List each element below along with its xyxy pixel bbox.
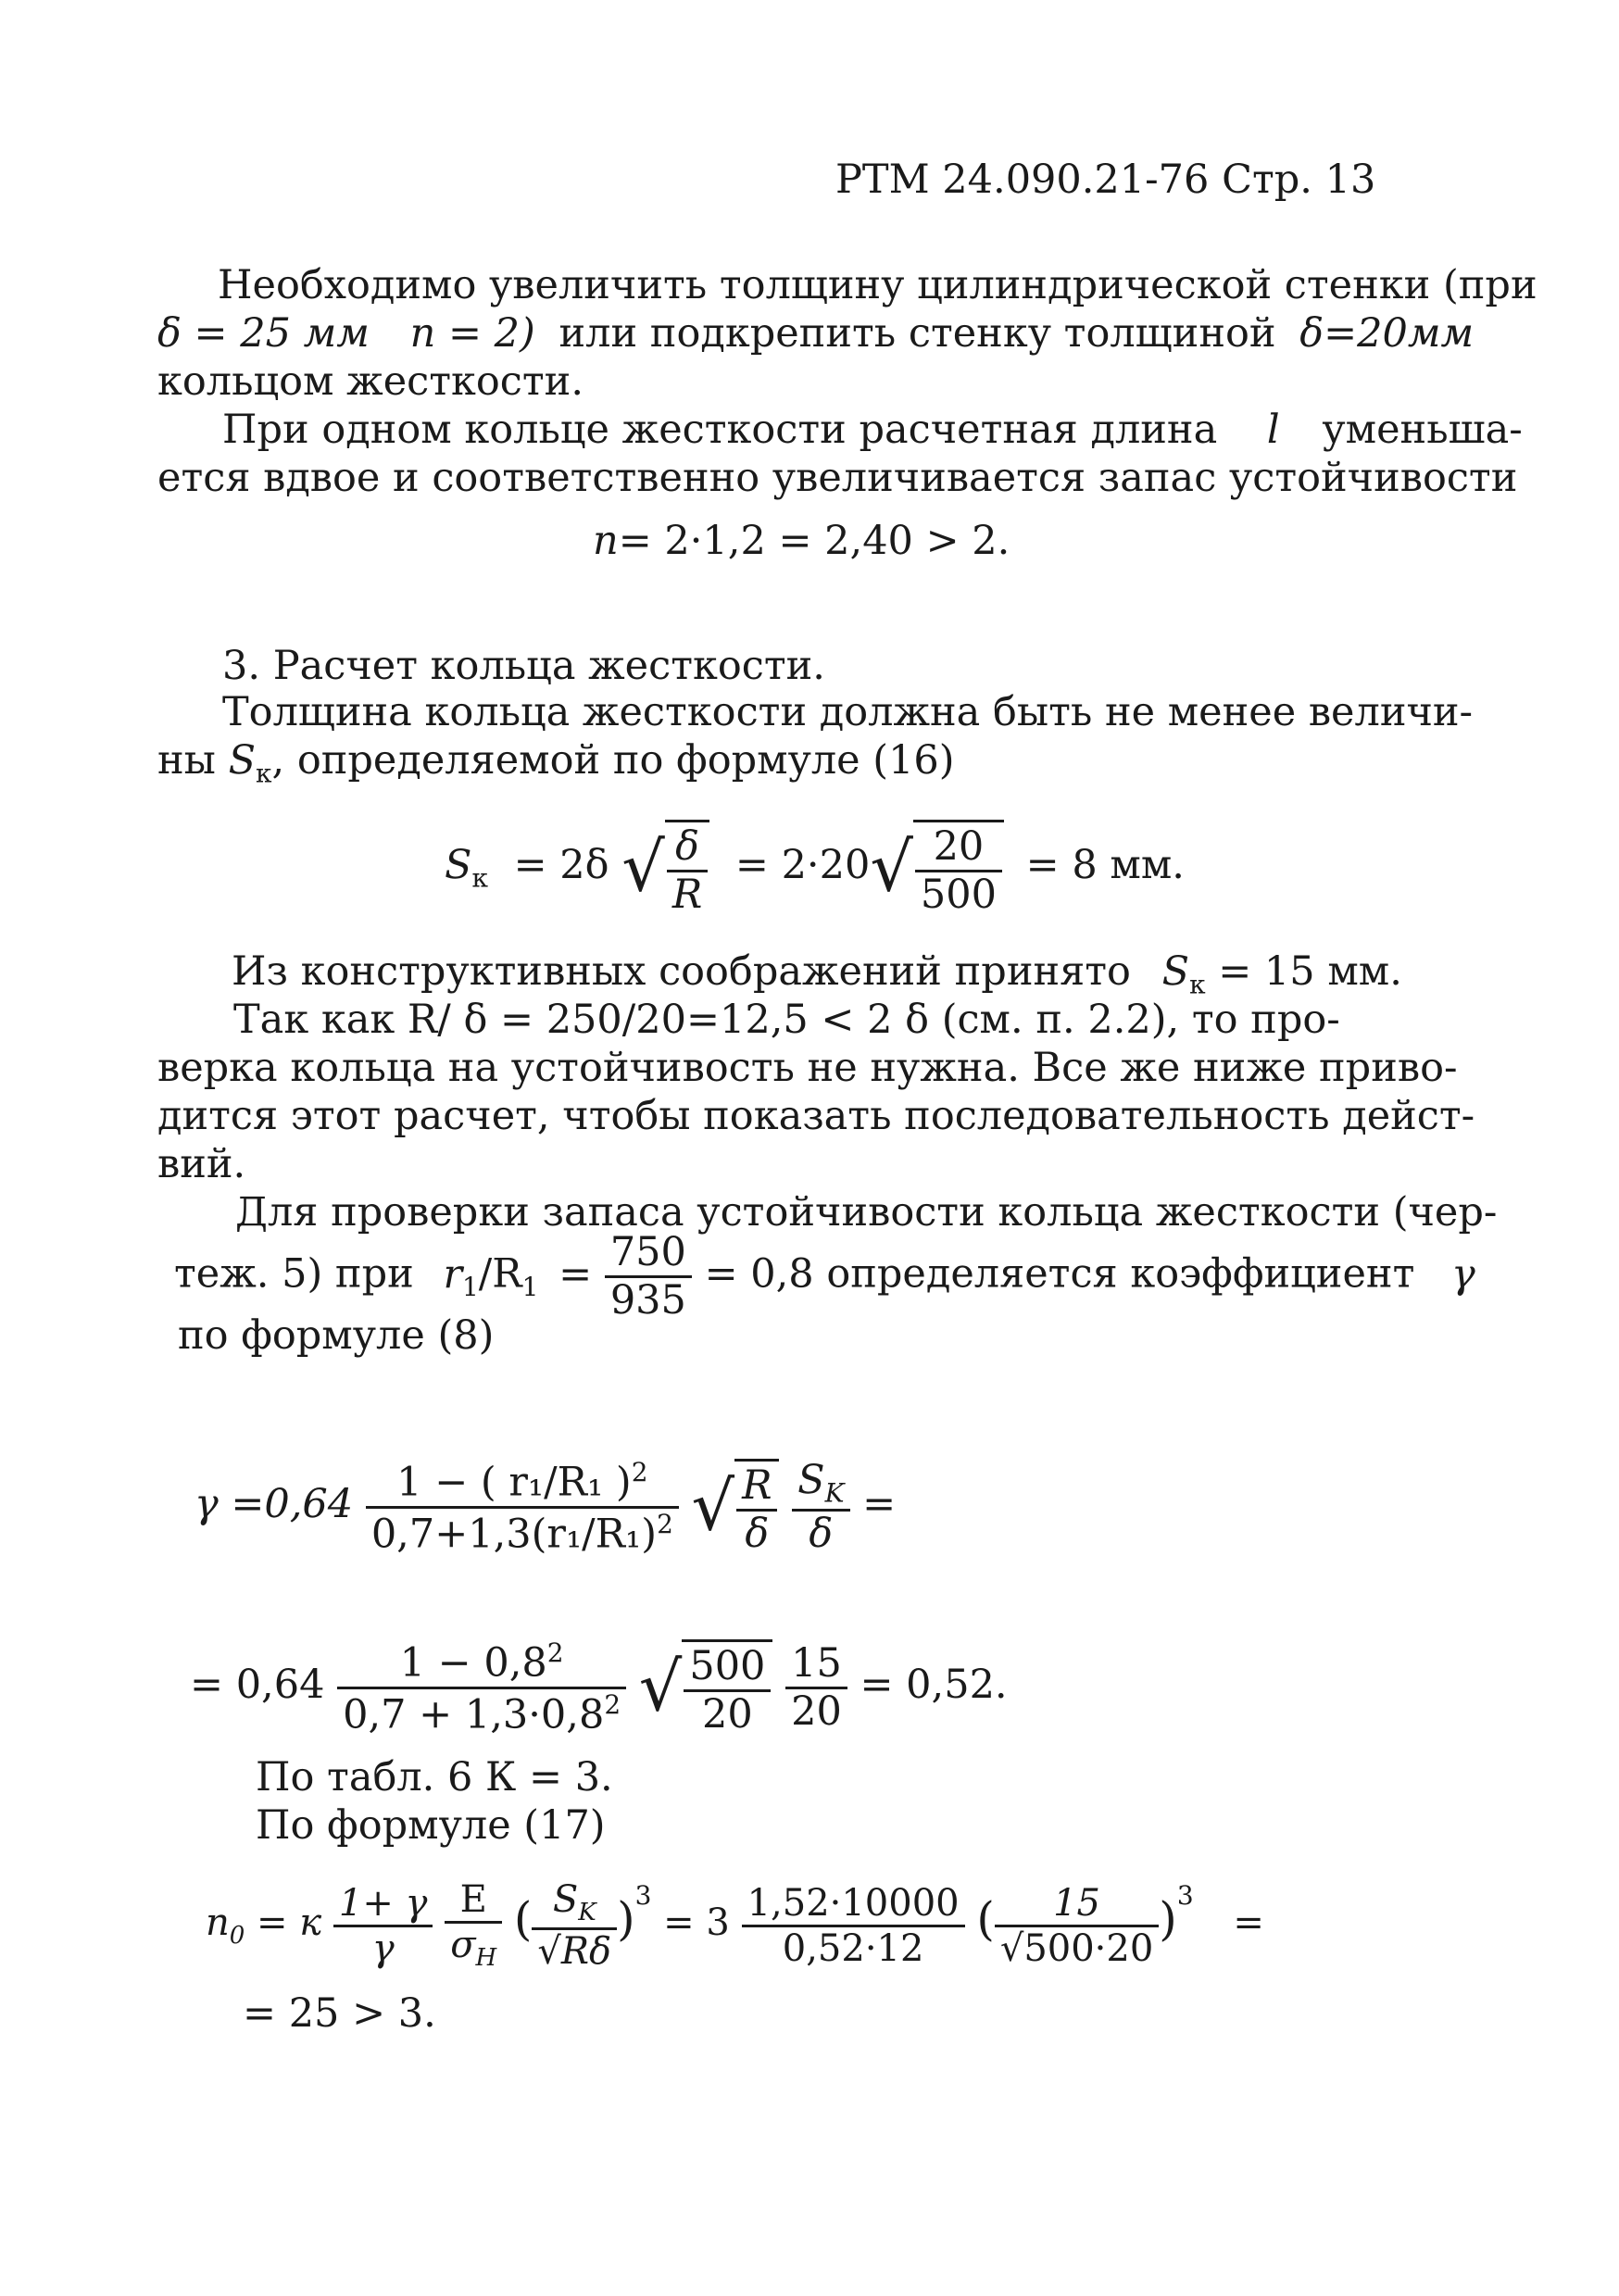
p7-line-1 (256, 1755, 613, 1800)
eq-sk-coef: = 2δ (513, 842, 609, 889)
eq-n0-frac3 (532, 1878, 617, 1974)
p2-line-2 (157, 456, 1517, 501)
eq-n0-frac4-den: 0,52·12 (782, 1926, 924, 1970)
p6-line-2-end: = 0,8 определяется коэффициент (704, 1250, 1415, 1298)
eq-n0-pow2: 3 (1176, 1879, 1194, 1911)
eq-n-lhs: n (593, 518, 619, 564)
eq-n0-frac2-num: E (445, 1880, 502, 1924)
eq-sk-radical-2: √ $\frac{20}{500}$ (870, 820, 1004, 916)
eq-sk-frac2-den: 500 (920, 872, 997, 919)
eq-gamma2-num-pow: 2 (546, 1637, 564, 1669)
eq-gamma-fraction (366, 1459, 679, 1555)
page-header (835, 157, 1375, 203)
eq-gamma2-s-num: 15 (785, 1643, 847, 1689)
section-3-line-2-text: , определяемой по формуле (16) (271, 737, 955, 784)
p6-line-3-text: по формуле (8) (178, 1312, 495, 1359)
p6-r-symbol: r (443, 1250, 463, 1298)
p5-line-2-text: верка кольца на устойчивость не нужна. Все же ниже приво- (157, 1045, 1458, 1091)
eq-n0-frac1 (333, 1881, 433, 1970)
eq-n-rhs: = 2·1,2 = 2,40 > 2. (618, 518, 1010, 564)
eq-gamma2-num: 1 − 0,8 (399, 1639, 547, 1687)
equation-gamma (195, 1456, 897, 1558)
section-3-s-symbol: S (228, 737, 257, 784)
eq-gamma-den: 0,7+1,3(r₁/R₁) (370, 1510, 658, 1557)
eq-n0-coef2: = 3 (663, 1901, 730, 1945)
header-text: РТМ 24.090.21-76 Стр. 13 (835, 157, 1376, 203)
eq-gamma2-s-den: 20 (791, 1687, 842, 1735)
eq-gamma-tail: = (862, 1481, 897, 1528)
eq-n0-frac1-den: γ (371, 1926, 395, 1970)
eq-n0-result-text: = 25 > 3. (243, 1990, 436, 2037)
p5-line-4 (157, 1142, 245, 1187)
p1-n-2: n = 2) (409, 310, 535, 357)
p4-text: Из конструктивных соображений принято (232, 948, 1131, 995)
p2-line-1-text: При одном кольце жесткости расчетная длина (222, 407, 1218, 453)
eq-gamma2-lhs: = 0,64 (190, 1662, 325, 1709)
eq-gamma-den-pow: 2 (657, 1508, 673, 1539)
eq-gamma-rad-den: δ (745, 1511, 770, 1558)
eq-n0-frac2-den: σ (450, 1924, 476, 1966)
p1-delta-20: δ=20мм (1299, 310, 1475, 357)
p6-frac-num: 750 (605, 1232, 692, 1278)
p6-line-3 (178, 1313, 494, 1359)
eq-gamma-s-fraction (792, 1456, 849, 1557)
p6-R-symbol: /R (478, 1250, 522, 1298)
equation-sk (445, 820, 1185, 919)
eq-n0-frac3-num-sub: K (578, 1899, 596, 1926)
section-3-s-sub: к (256, 758, 272, 789)
equation-n0: $n_0 = к$ $\frac{1+ \gamma}{\gamma}$ $\frac{E}{\sigma_H}$ ( $\frac{S_K}{√R\delta}$ )$^3$ = 3 $\frac{1,52\cdot 10000}{0,52\cdot 12}$ ( $\frac{15}{√500\cdot 20}$ )$^3$ = (206, 1878, 1264, 1974)
equation-n0-result (243, 1991, 436, 2037)
p6-line-1-text: Для проверки запаса устойчивости кольца жесткости (чер- (235, 1189, 1498, 1236)
eq-n0-coef: = к (257, 1901, 322, 1945)
eq-sk-lhs-sub: к (471, 862, 488, 894)
equation-gamma-numeric (190, 1639, 1008, 1736)
eq-gamma2-s-fraction (785, 1639, 847, 1735)
eq-gamma-lhs: γ =0,64 (195, 1481, 354, 1528)
p5-line-3-text: дится этот расчет, чтобы показать последовательность дейст- (157, 1093, 1475, 1139)
eq-n0-tail: = (1233, 1901, 1264, 1945)
eq-n0-frac4 (742, 1881, 965, 1970)
eq-sk-frac1-num: δ (667, 826, 708, 872)
eq-n0-frac3-den: √Rδ (537, 1930, 612, 1974)
eq-gamma-s-num: S (797, 1456, 825, 1503)
section-3-ny: ны (157, 737, 216, 784)
p1-line-1 (218, 263, 1537, 308)
p2-length-symbol: l (1266, 407, 1280, 453)
eq-n0-pow1: 3 (634, 1879, 652, 1911)
section-3-line-1 (222, 690, 1473, 735)
eq-sk-frac1-den: R (671, 872, 703, 919)
p1-delta-25: δ = 25 мм (157, 310, 370, 357)
p5-line-3 (157, 1094, 1475, 1139)
p6-r-sub: 1 (462, 1272, 479, 1303)
p6-R-sub: 1 (521, 1272, 539, 1303)
p1-line-2-text: или подкрепить стенку толщиной (558, 310, 1276, 357)
section-3-line-2 (157, 738, 955, 789)
eq-gamma2-den-pow: 2 (604, 1688, 621, 1720)
eq-n0-lhs-sub: 0 (229, 1922, 245, 1951)
section-3-line-1-text: Толщина кольца жесткости должна быть не менее величи- (222, 689, 1474, 735)
p2-line-1-end: уменьша- (1322, 407, 1523, 453)
eq-gamma2-fraction (337, 1639, 626, 1736)
eq-n0-lhs: n (206, 1901, 230, 1945)
p4-value: = 15 мм. (1218, 948, 1402, 995)
p7-line-2-text: По формуле (17) (256, 1802, 606, 1849)
p6-line-1 (235, 1190, 1497, 1236)
p5-line-1 (233, 997, 1340, 1043)
eq-gamma2-radical: √ $\frac{500}{20}$ (639, 1639, 773, 1736)
p2-line-1 (222, 408, 1523, 453)
p5-line-2 (157, 1046, 1457, 1091)
p6-gamma-symbol: γ (1451, 1250, 1475, 1298)
p6-line-2 (174, 1229, 1475, 1324)
p5-line-1-text: Так как R/ δ = 250/20=12,5 < 2 δ (см. п. 2.2), то про- (233, 997, 1340, 1043)
p5-line-4-text: вий. (157, 1141, 246, 1187)
eq-gamma-s-num-sub: K (824, 1477, 845, 1509)
eq-n0-frac5-den: √500·20 (999, 1926, 1154, 1970)
equation-n (593, 519, 1010, 564)
p6-frac-den: 935 (609, 1277, 686, 1324)
p2-line-2-text: ется вдвое и соответственно увеличивается запас устойчивости (157, 455, 1518, 501)
eq-gamma-rad-num: R (736, 1465, 777, 1512)
p6-line-2-text: теж. 5) при (174, 1250, 414, 1298)
section-3-title (222, 644, 825, 689)
eq-n0-frac2 (445, 1880, 502, 1971)
eq-gamma-s-den: δ (809, 1510, 834, 1557)
eq-gamma-radical: √ $\frac{R}{\delta}$ (692, 1459, 780, 1555)
p6-equals: = (558, 1250, 593, 1298)
eq-n0-frac5 (995, 1881, 1159, 1970)
p1-line-3 (157, 359, 584, 405)
eq-gamma2-rad-den: 20 (702, 1691, 753, 1738)
eq-n0-frac2-den-sub: H (475, 1944, 497, 1972)
eq-sk-lhs: S (445, 842, 472, 889)
eq-gamma2-result: = 0,52. (860, 1662, 1008, 1709)
p4-s-symbol: S (1161, 948, 1190, 995)
p7-line-2 (256, 1803, 606, 1849)
p4-line (232, 949, 1402, 1000)
eq-n0-frac5-num: 15 (995, 1884, 1159, 1927)
eq-gamma2-rad-num: 500 (684, 1646, 771, 1692)
p1-line-2 (157, 311, 1474, 357)
p6-fraction (605, 1229, 692, 1324)
eq-gamma2-den: 0,7 + 1,3·0,8 (343, 1690, 605, 1738)
p7-line-1-text: По табл. 6 К = 3. (256, 1754, 613, 1800)
p4-s-sub: к (1189, 969, 1206, 1000)
eq-sk-frac2-num: 20 (915, 826, 1002, 872)
eq-n0-frac3-num: S (552, 1878, 579, 1921)
eq-sk-radical-1: √ $\frac{\delta}{R}$ (621, 820, 709, 916)
p1-line-1-text: Необходимо увеличить толщину цилиндрической стенки (при (218, 262, 1537, 308)
p1-line-3-text: кольцом жесткости. (157, 358, 584, 405)
eq-n0-frac1-num: 1+ γ (333, 1884, 433, 1927)
section-3-title-text: 3. Расчет кольца жесткости. (222, 643, 825, 689)
eq-sk-coef-2: = 2·20 (734, 842, 871, 889)
eq-n0-frac4-num: 1,52·10000 (742, 1884, 965, 1927)
eq-gamma-num: 1 − ( r₁/R₁ ) (396, 1459, 632, 1506)
eq-gamma-num-pow: 2 (631, 1457, 648, 1488)
eq-sk-result: = 8 мм. (1025, 842, 1185, 889)
